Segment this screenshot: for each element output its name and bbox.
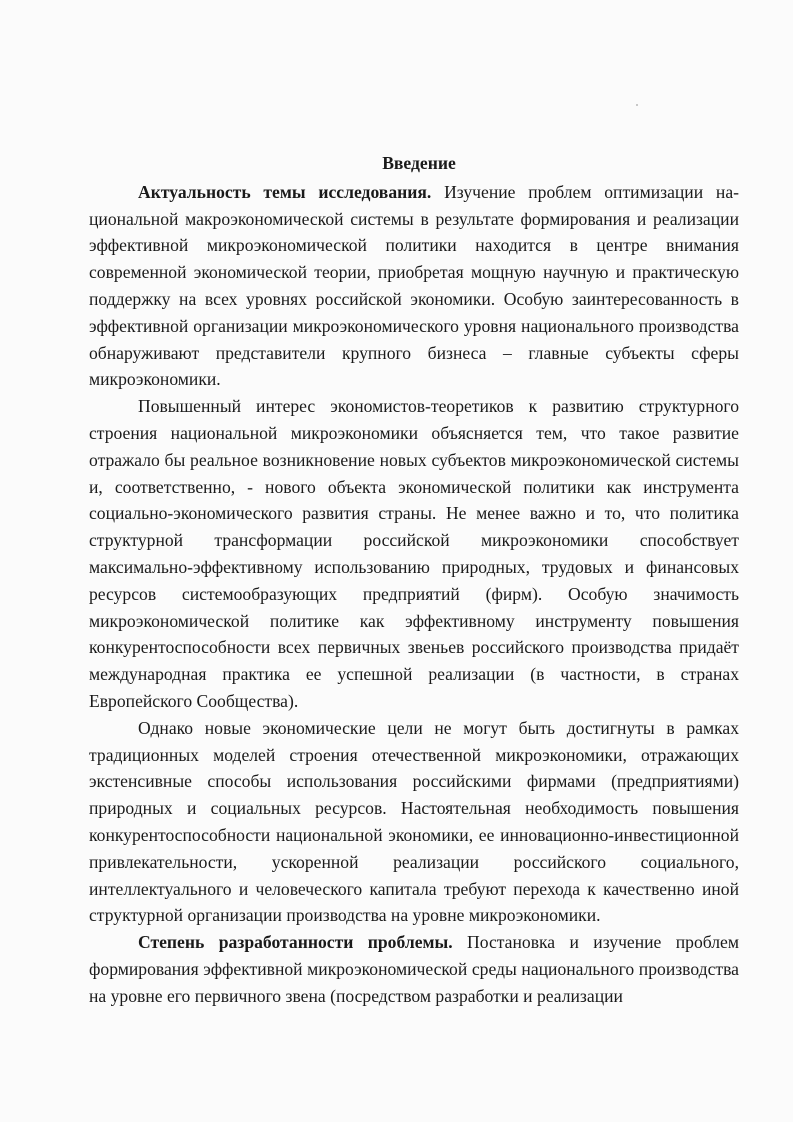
paragraph-text: Постановка и изучение проблем формирования эффективной микроэкономической среды национального производства на уровне его первичного звена (посредством разработки и реализации — [89, 932, 739, 1006]
paragraph-lead: Степень разработанности проблемы. — [138, 932, 453, 953]
paragraph-goals — [89, 715, 739, 929]
scan-speck — [636, 104, 638, 106]
paragraph-development-degree — [89, 929, 739, 1009]
paragraph-text: Изучение проблем оптимизации национальной макроэкономической системы в результате формирования и реализации эффективной микроэкономической политики находится в центре внимания современной экономической теории, приобретая мощную научную и практическую поддержку на всех уровнях российской экономики. Особую заинтересованность в эффективной организации микроэкономического уровня национального производства обнаруживают представители крупного бизнеса – главные субъекты сферы микроэкономики. — [89, 181, 739, 390]
document-body — [89, 150, 739, 1010]
paragraph-lead: Актуальность темы исследования. — [138, 181, 432, 202]
paragraph-text: Повышенный интерес экономистов-теоретиков к развитию структурного строения национальной микроэкономики объясняется тем, что такое развитие отражало бы реальное возникновение новых субъектов микроэкономической системы и, соответственно, - нового объекта экономической политики как инструмента социально-экономического развития страны. Не менее важно и то, что политика структурной трансформации российской микроэкономики способствует максимально-эффективному использованию природных, трудовых и финансовых ресурсов системообразующих предприятий (фирм). Особую значимость микроэкономической политике как эффективному инструменту повышения конкурентоспособности всех первичных звеньев российского производства придаёт международная практика ее успешной реализации (в частности, в странах Европейского Сообщества). — [89, 396, 739, 711]
paragraph-text: Однако новые экономические цели не могут быть достигнуты в рамках традиционных моделей строения отечественной микроэкономики, отражающих экстенсивные способы использования российскими фирмами (предприятиями) природных и социальных ресурсов. Настоятельная необходимость повышения конкурентоспособности национальной экономики, ее инновационно-инвестиционной привлекательности, ускоренной реализации российского социального, интеллектуального и человеческого капитала требуют перехода к качественно иной структурной организации производства на уровне микроэкономики. — [89, 717, 739, 926]
paragraph-interest — [89, 393, 739, 715]
paragraph-relevance — [89, 179, 739, 393]
section-heading: Введение — [382, 153, 456, 173]
